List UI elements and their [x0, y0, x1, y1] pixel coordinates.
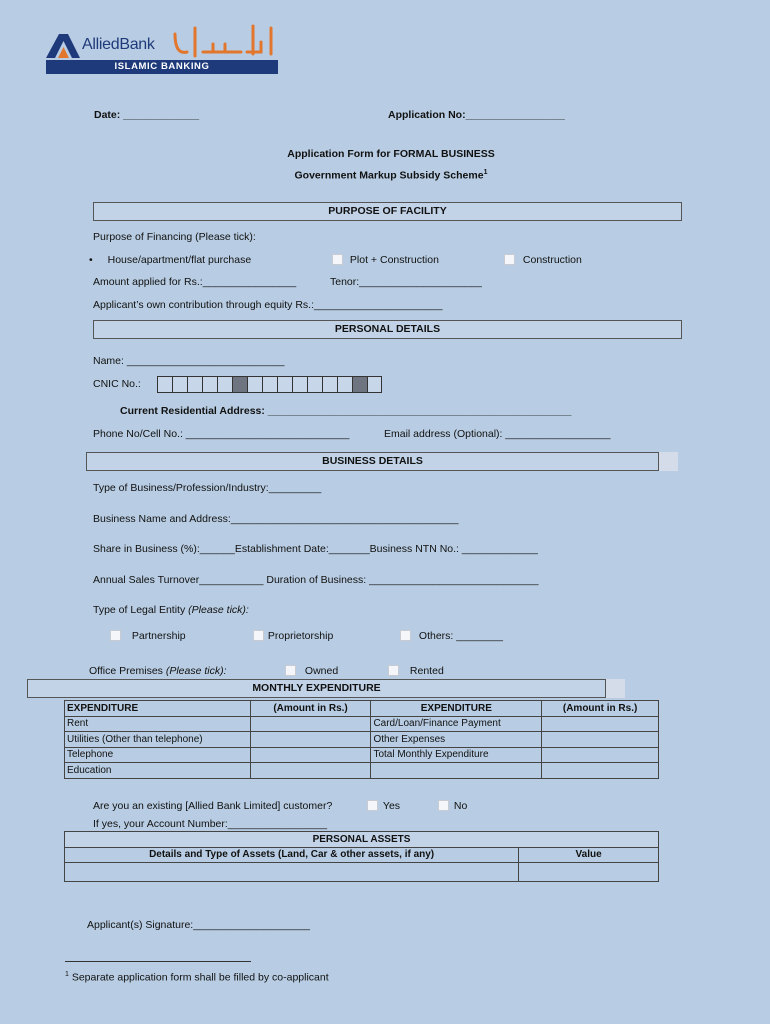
phone-field[interactable]: Phone No/Cell No.: ____________________________ [93, 428, 350, 440]
premises-owned[interactable]: Owned [285, 665, 338, 677]
entity-proprietorship[interactable]: Proprietorship [253, 630, 333, 642]
table-row: Education [65, 763, 659, 779]
entity-others[interactable]: Others: ________ [400, 630, 503, 642]
col-amount-right: (Amount in Rs.) [542, 701, 659, 717]
cnic-separator [352, 376, 367, 393]
date-field[interactable]: Date: _____________ [94, 109, 200, 121]
account-number-field[interactable]: If yes, your Account Number:_________________ [93, 818, 328, 830]
arabic-calligraphy-mark [169, 24, 279, 64]
office-premises-label: Office Premises (Please tick): [89, 665, 227, 677]
construction-checkbox[interactable] [504, 254, 515, 265]
legal-entity-label: Type of Legal Entity (Please tick): [93, 604, 249, 616]
business-share-field[interactable]: Share in Business (%):______Establishment Date:_______Business NTN No.: _____________ [93, 543, 538, 555]
cnic-separator [232, 376, 247, 393]
proprietorship-checkbox[interactable] [253, 630, 264, 641]
col-asset-value: Value [519, 847, 659, 863]
rented-checkbox[interactable] [388, 665, 399, 676]
bullet-icon: • [89, 254, 93, 266]
personal-section-heading: PERSONAL DETAILS [93, 320, 682, 339]
customer-yes[interactable]: Yes [367, 800, 400, 812]
equity-field[interactable]: Applicant’s own contribution through equity Rs.:______________________ [93, 299, 443, 311]
assets-section-heading: PERSONAL ASSETS [65, 832, 659, 848]
col-amount-left: (Amount in Rs.) [250, 701, 371, 717]
plot-construction-checkbox[interactable] [332, 254, 343, 265]
table-header-row [65, 701, 659, 717]
tenor-field[interactable]: Tenor:_____________________ [330, 276, 482, 288]
amount-cell[interactable] [542, 716, 659, 732]
signature-field[interactable]: Applicant(s) Signature:____________________ [87, 919, 311, 931]
cnic-label: CNIC No.: [93, 378, 141, 390]
amount-field[interactable]: Amount applied for Rs.:________________ [93, 276, 297, 288]
purpose-section-heading: PURPOSE OF FACILITY [93, 202, 682, 221]
partnership-checkbox[interactable] [110, 630, 121, 641]
business-type-field[interactable]: Type of Business/Profession/Industry:_________ [93, 482, 322, 494]
address-field[interactable]: Current Residential Address: ____________________________________________________ [120, 405, 572, 417]
amount-cell[interactable] [250, 763, 371, 779]
amount-cell[interactable] [542, 747, 659, 763]
section-shade [605, 679, 625, 698]
footnote: $^1$ Separate application form shall be filled by co-applicant [65, 971, 329, 984]
amount-cell[interactable] [542, 732, 659, 748]
section-shade [658, 452, 678, 471]
option-plot-construction[interactable]: Plot + Construction [332, 254, 439, 266]
table-header-row [65, 847, 659, 863]
option-construction[interactable]: Construction [504, 254, 582, 266]
yes-checkbox[interactable] [367, 800, 378, 811]
col-asset-details: Details and Type of Assets (Land, Car & other assets, if any) [65, 847, 519, 863]
name-field[interactable]: Name: ___________________________ [93, 355, 285, 367]
business-turnover-field[interactable]: Annual Sales Turnover___________ Duration of Business: _____________________________ [93, 574, 539, 586]
option-house-purchase[interactable]: • House/apartment/flat purchase [89, 254, 252, 266]
footnote-ref: 1 [483, 169, 488, 176]
islamic-banking-bar: ISLAMIC BANKING [46, 60, 278, 74]
bank-name: AlliedBank [82, 36, 155, 53]
amount-cell[interactable] [250, 747, 371, 763]
expenditure-section-heading: MONTHLY EXPENDITURE [27, 679, 606, 698]
entity-partnership[interactable]: Partnership [110, 630, 186, 642]
col-expenditure-left: EXPENDITURE [65, 701, 251, 717]
expenditure-table [64, 700, 659, 779]
purpose-financing-label: Purpose of Financing (Please tick): [93, 231, 256, 243]
business-name-address-field[interactable]: Business Name and Address:_______________________________________ [93, 513, 459, 525]
amount-cell[interactable] [250, 716, 371, 732]
amount-cell[interactable] [250, 732, 371, 748]
email-field[interactable]: Email address (Optional): __________________ [384, 428, 611, 440]
owned-checkbox[interactable] [285, 665, 296, 676]
table-row: Rent Card/Loan/Finance Payment [65, 716, 659, 732]
business-section-heading: BUSINESS DETAILS [86, 452, 659, 471]
table-row: Utilities (Other than telephone) Other Expenses [65, 732, 659, 748]
asset-value-cell[interactable] [519, 863, 659, 882]
table-row: Telephone Total Monthly Expenditure [65, 747, 659, 763]
allied-bank-logo [44, 24, 280, 76]
allied-bank-a-icon [46, 34, 80, 58]
assets-table [64, 831, 659, 882]
premises-rented[interactable]: Rented [388, 665, 444, 677]
table-row [65, 863, 659, 882]
asset-details-cell[interactable] [65, 863, 519, 882]
amount-cell[interactable] [542, 763, 659, 779]
existing-customer-question: Are you an existing [Allied Bank Limited] customer? [93, 800, 333, 812]
form-title: Application Form for FORMAL BUSINESS [287, 148, 495, 160]
no-checkbox[interactable] [438, 800, 449, 811]
others-checkbox[interactable] [400, 630, 411, 641]
col-expenditure-right: EXPENDITURE [371, 701, 542, 717]
customer-no[interactable]: No [438, 800, 467, 812]
cnic-input-boxes[interactable] [157, 376, 382, 393]
form-subtitle: Government Markup Subsidy Scheme$^1$ [294, 169, 488, 182]
application-no-field[interactable]: Application No:_________________ [388, 109, 565, 121]
footnote-divider [65, 961, 251, 962]
